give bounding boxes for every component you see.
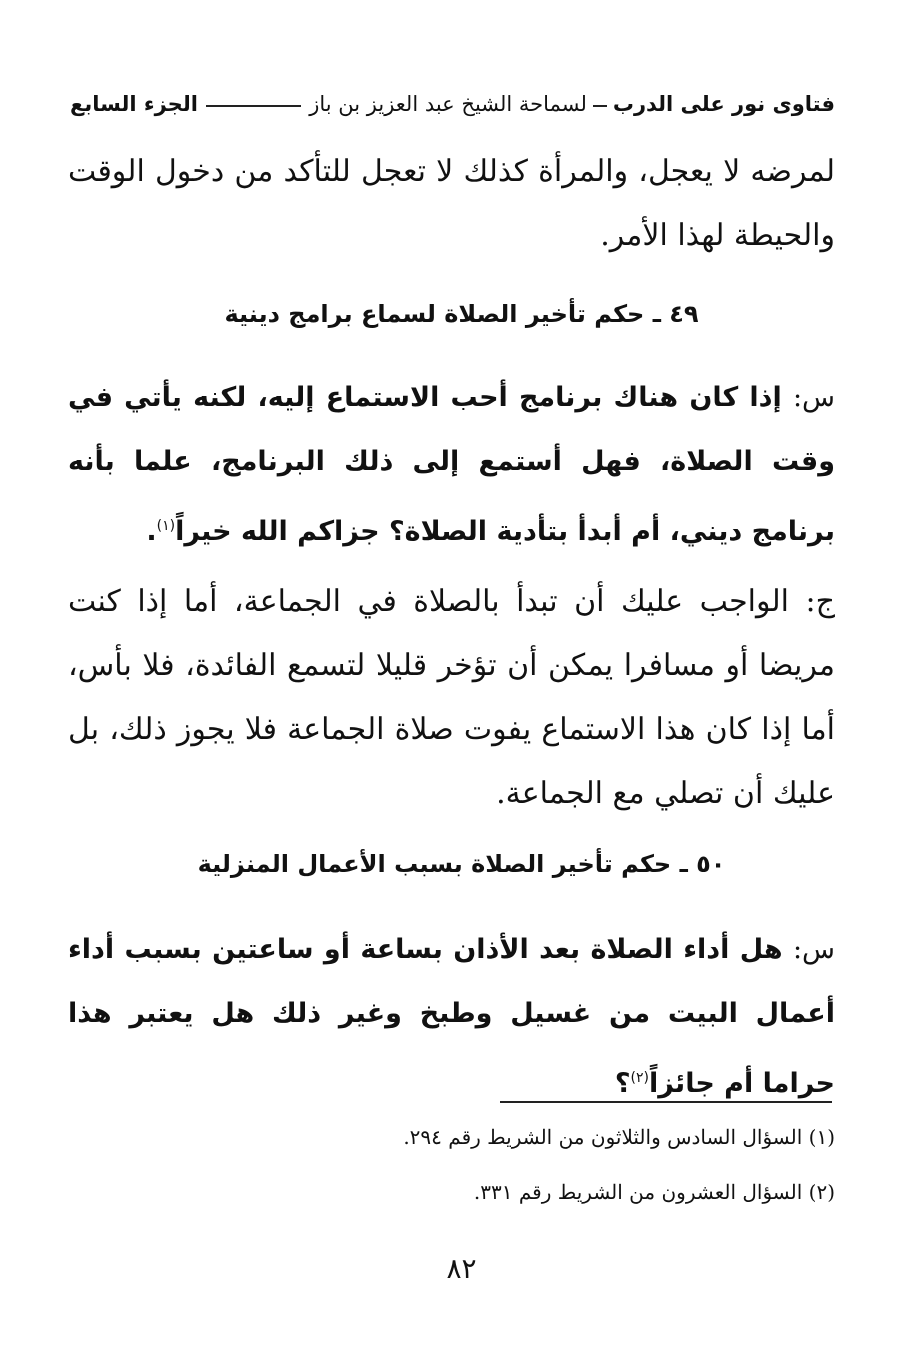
section-heading-50: ٥٠ ـ حكم تأخير الصلاة بسبب الأعمال المنزلية bbox=[197, 850, 726, 878]
author-line: لسماحة الشيخ عبد العزيز بن باز bbox=[309, 92, 587, 116]
header-dash bbox=[593, 105, 607, 107]
paragraph-continuation bbox=[68, 140, 835, 268]
header-separator bbox=[206, 105, 301, 107]
section-heading-49: ٤٩ ـ حكم تأخير الصلاة لسماع برامج دينية bbox=[224, 300, 699, 328]
page-number: ٨٢ bbox=[446, 1252, 477, 1285]
question-49 bbox=[68, 366, 835, 564]
answer-49 bbox=[68, 570, 835, 826]
paragraph-text: لمرضه لا يعجل، والمرأة كذلك لا تعجل للتأكد من دخول الوقت والحيطة لهذا الأمر. bbox=[68, 154, 835, 253]
footnote-1: (١) السؤال السادس والثلاثون من الشريط رقم ٢٩٤. bbox=[403, 1125, 835, 1149]
answer-text: الواجب عليك أن تبدأ بالصلاة في الجماعة، أما إذا كنت مريضا أو مسافرا يمكن أن تؤخر قليلا لتسمع الفائدة، فلا بأس، أما إذا كان هذا الاستماع يفوت صلاة الجماعة فلا يجوز ذلك، بل عليك أن تصلي مع الجماعة. bbox=[68, 584, 835, 811]
footnote-ref-2: (٢) bbox=[630, 1070, 649, 1086]
volume-label: الجزء السابع bbox=[70, 92, 198, 116]
question-end: . bbox=[146, 516, 157, 547]
question-50 bbox=[68, 918, 835, 1116]
answer-prefix: ج: bbox=[805, 584, 835, 619]
question-prefix: س: bbox=[792, 382, 836, 413]
footnote-ref-1: (١) bbox=[156, 518, 176, 534]
footnote-rule bbox=[500, 1101, 832, 1103]
running-header bbox=[70, 86, 835, 122]
question-prefix: س: bbox=[792, 934, 835, 965]
question-text: إذا كان هناك برنامج أحب الاستماع إليه، لكنه يأتي في وقت الصلاة، فهل أستمع إلى ذلك البرنامج، علما بأنه برنامج ديني، أم أبدأ بتأدية الصلاة؟ جزاكم الله خيراً bbox=[68, 382, 835, 547]
question-end: ؟ bbox=[614, 1068, 631, 1099]
footnote-2: (٢) السؤال العشرون من الشريط رقم ٣٣١. bbox=[473, 1180, 835, 1204]
question-text: هل أداء الصلاة بعد الأذان بساعة أو ساعتين بسبب أداء أعمال البيت من غسيل وطبخ وغير ذلك هل يعتبر هذا حراما أم جائزاً bbox=[68, 934, 835, 1099]
book-title: فتاوى نور على الدرب bbox=[612, 92, 835, 116]
